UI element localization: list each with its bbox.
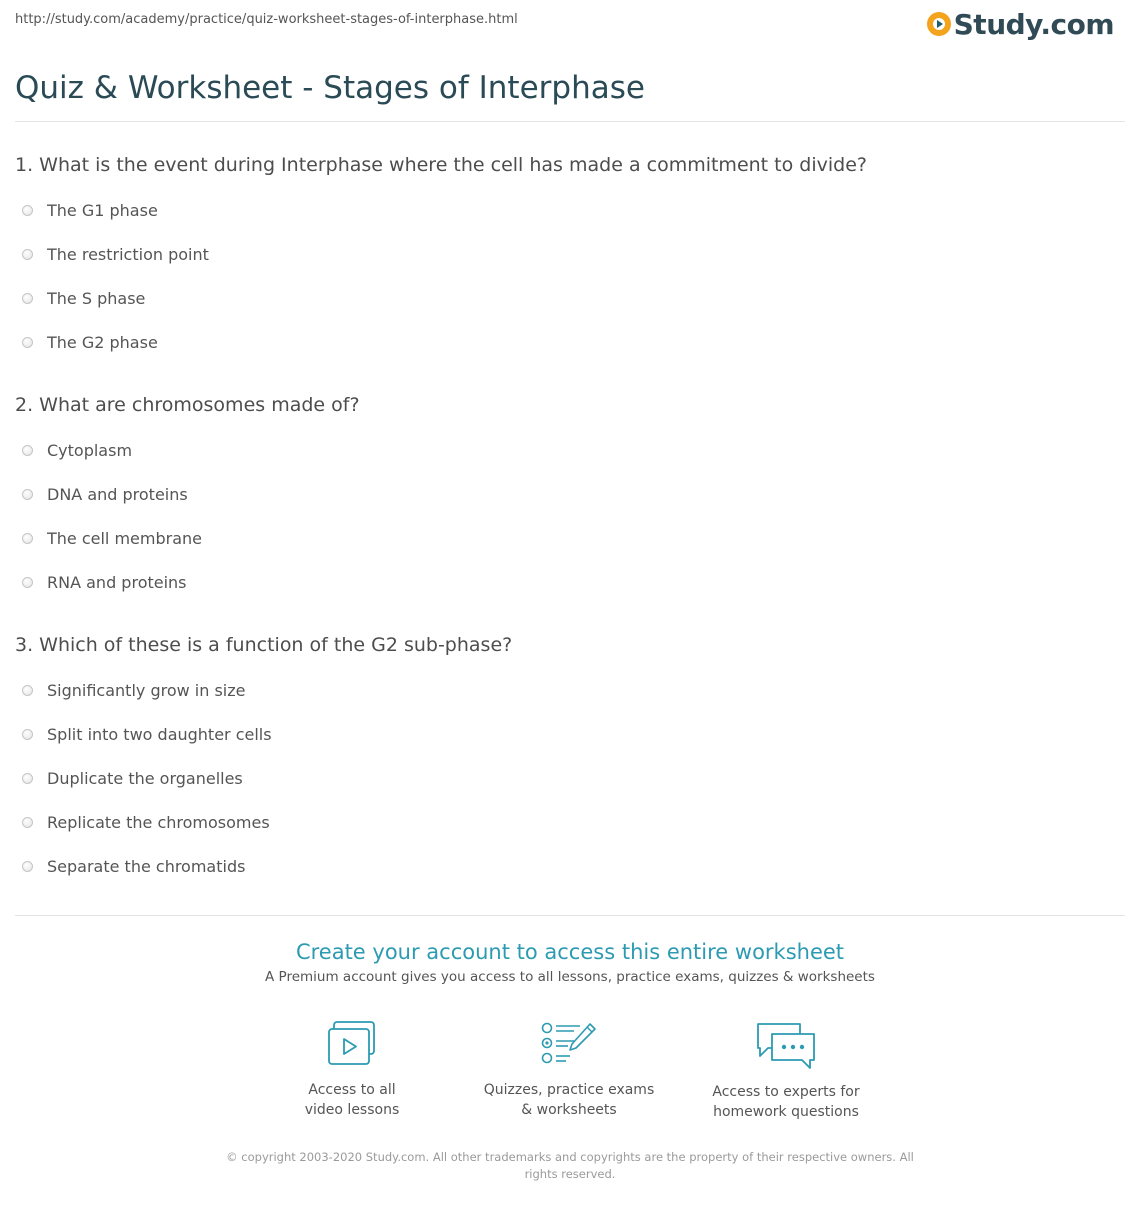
chat-bubbles-icon [754, 1020, 818, 1070]
radio-button[interactable] [22, 773, 33, 784]
copyright-footer: © copyright 2003-2020 Study.com. All other trademarks and copyrights are the property of their respective owners. All rights reserved. [226, 1150, 914, 1181]
answer-label: Replicate the chromosomes [47, 812, 270, 832]
feature-label-line: Access to all [308, 1082, 396, 1098]
answer-label: The cell membrane [47, 528, 202, 548]
page-url: http://study.com/academy/practice/quiz-worksheet-stages-of-interphase.html [15, 12, 518, 27]
answer-label: The G1 phase [47, 200, 158, 220]
feature-quizzes [474, 1020, 664, 1120]
study-logo[interactable] [927, 8, 1114, 40]
logo-text: Study.com [953, 7, 1114, 41]
cta-subtitle: A Premium account gives you access to all lessons, practice exams, quizzes & worksheets [265, 969, 875, 985]
answer-label: The G2 phase [47, 332, 158, 352]
feature-label-line: Quizzes, practice exams [483, 1082, 655, 1098]
answer-label: Significantly grow in size [47, 680, 246, 700]
answer-option[interactable] [22, 331, 158, 353]
radio-button[interactable] [22, 205, 33, 216]
radio-button[interactable] [22, 577, 33, 588]
answer-option[interactable] [22, 199, 158, 221]
answer-option[interactable] [22, 571, 187, 593]
answer-label: DNA and proteins [47, 484, 188, 504]
divider [15, 915, 1125, 916]
answer-option[interactable] [22, 723, 272, 745]
quiz-checklist-icon [540, 1020, 598, 1068]
question-1: 1. What is the event during Interphase where the cell has made a commitment to divide? [15, 154, 867, 176]
radio-button[interactable] [22, 249, 33, 260]
video-lessons-icon [326, 1020, 378, 1068]
radio-button[interactable] [22, 729, 33, 740]
radio-button[interactable] [22, 817, 33, 828]
play-circle-icon [927, 12, 951, 36]
feature-label-line: Access to experts for [712, 1084, 860, 1100]
answer-label: Duplicate the organelles [47, 768, 243, 788]
answer-option[interactable] [22, 767, 243, 789]
answer-option[interactable] [22, 243, 209, 265]
answer-label: The S phase [47, 288, 146, 308]
radio-button[interactable] [22, 685, 33, 696]
answer-option[interactable] [22, 679, 245, 701]
divider [15, 121, 1125, 122]
answer-option[interactable] [22, 855, 245, 877]
answer-label: The restriction point [47, 244, 209, 264]
page-title: Quiz & Worksheet - Stages of Interphase [15, 70, 645, 106]
radio-button[interactable] [22, 337, 33, 348]
radio-button[interactable] [22, 489, 33, 500]
answer-label: Separate the chromatids [47, 856, 246, 876]
radio-button[interactable] [22, 293, 33, 304]
radio-button[interactable] [22, 445, 33, 456]
answer-option[interactable] [22, 483, 188, 505]
answer-label: Split into two daughter cells [47, 724, 272, 744]
answer-option[interactable] [22, 527, 202, 549]
answer-option[interactable] [22, 811, 270, 833]
feature-label-line: video lessons [304, 1102, 400, 1118]
answer-option[interactable] [22, 439, 132, 461]
question-2: 2. What are chromosomes made of? [15, 394, 360, 416]
radio-button[interactable] [22, 533, 33, 544]
answer-label: RNA and proteins [47, 572, 187, 592]
feature-experts [691, 1020, 881, 1122]
answer-option[interactable] [22, 287, 145, 309]
question-3: 3. Which of these is a function of the G2 sub-phase? [15, 634, 513, 656]
create-account-link[interactable]: Create your account to access this entire worksheet [295, 940, 845, 964]
feature-video-lessons [257, 1020, 447, 1120]
feature-label-line: & worksheets [521, 1102, 617, 1118]
radio-button[interactable] [22, 861, 33, 872]
feature-label-line: homework questions [713, 1104, 859, 1120]
answer-label: Cytoplasm [47, 440, 133, 460]
